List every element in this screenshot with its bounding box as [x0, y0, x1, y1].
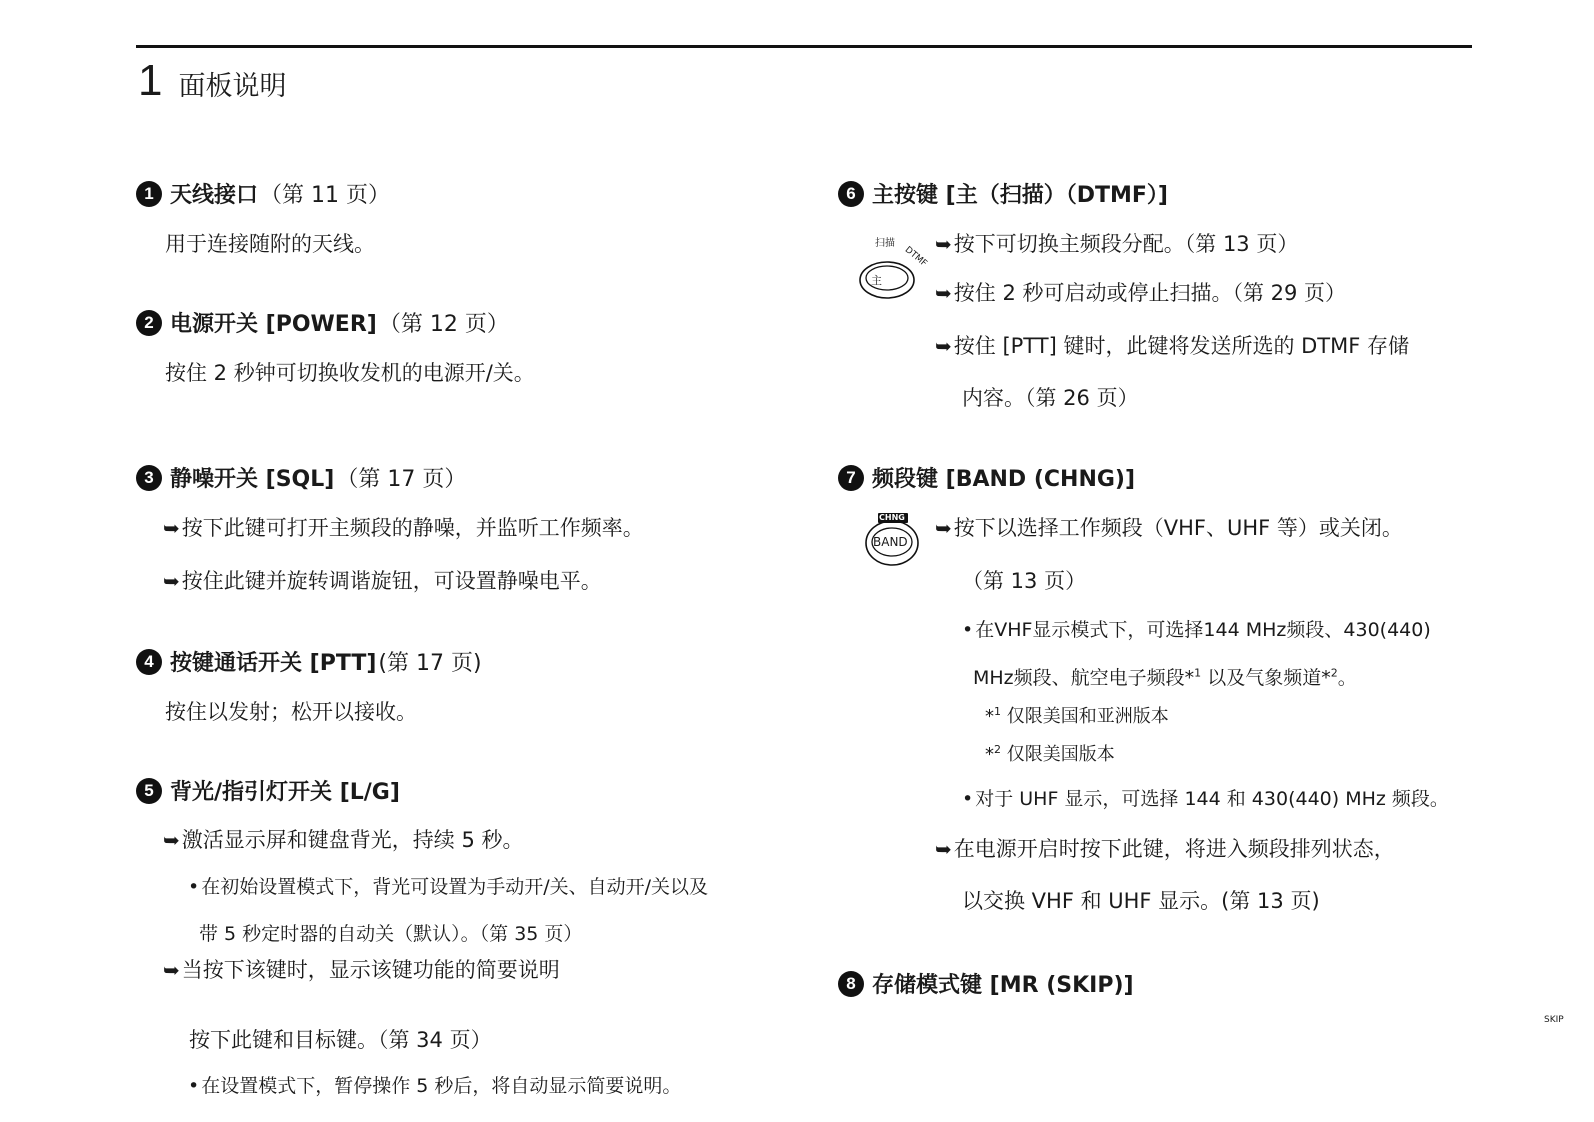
section-1-body: 用于连接随附的天线。 [165, 232, 375, 256]
footnote-2: *$^2$ 仅限美国版本 [985, 743, 1115, 765]
section-4-heading [136, 646, 482, 677]
section-4-body: 按住以发射；松开以接收。 [165, 700, 417, 724]
main-key-label: 主 [871, 274, 882, 287]
band-key-label: BAND [873, 535, 908, 549]
section-3-item-2: ➥按住此键并旋转调谐旋钮，可设置静噪电平。 [163, 569, 602, 593]
section-title: 电源开关 [POWER] [170, 312, 377, 337]
section-7-item-1: ➥按下以选择工作频段（VHF、UHF 等）或关闭。 [935, 516, 1403, 540]
footnote-1: *$^1$ 仅限美国和亚洲版本 [985, 705, 1169, 727]
arrow-icon: ➥ [935, 516, 952, 540]
section-title: 主按键 [主（扫描）（DTMF）] [872, 183, 1168, 208]
band-key-chng-label: CHNG [879, 513, 905, 522]
section-5-item-2-cont: 按下此键和目标键。（第 34 页） [189, 1028, 492, 1052]
section-6-item-1: ➥按下可切换主频段分配。（第 13 页） [935, 232, 1299, 256]
section-2-heading [136, 307, 509, 338]
section-number-badge: 2 [136, 310, 162, 336]
chapter-heading [138, 56, 286, 106]
section-1-heading [136, 178, 390, 209]
section-5-sub-1-cont: 带 5 秒定时器的自动关（默认）。（第 35 页） [199, 923, 583, 945]
section-7-item-2-cont: 以交换 VHF 和 UHF 显示。(第 13 页) [962, 889, 1320, 913]
bullet-icon: • [962, 788, 974, 810]
section-number-badge: 5 [136, 778, 162, 804]
skip-key-label: SKIP [1544, 1015, 1564, 1025]
top-rule [136, 45, 1472, 48]
band-key-icon [862, 510, 926, 570]
main-key-icon [855, 232, 935, 302]
section-title: 天线接口 [170, 183, 259, 208]
section-5-sub-2: • 在设置模式下，暂停操作 5 秒后，将自动显示简要说明。 [188, 1075, 682, 1097]
section-5-item-1: ➥激活显示屏和键盘背光，持续 5 秒。 [163, 828, 524, 852]
chapter-title: 面板说明 [178, 71, 287, 102]
arrow-icon: ➥ [163, 569, 180, 593]
page-reference: （第 17 页） [336, 467, 467, 492]
arrow-icon: ➥ [935, 281, 952, 305]
section-5-item-2: ➥当按下该键时，显示该键功能的简要说明 [163, 958, 560, 982]
bullet-icon: • [962, 619, 974, 641]
section-7-item-1-cont: （第 13 页） [962, 569, 1087, 593]
section-number-badge: 1 [136, 181, 162, 207]
page-reference: （第 12 页） [378, 312, 509, 337]
section-number-badge: 4 [136, 649, 162, 675]
section-6-item-3: ➥按住 [PTT] 键时，此键将发送所选的 DTMF 存储 [935, 334, 1409, 358]
arrow-icon: ➥ [935, 334, 952, 358]
bullet-icon: • [188, 1075, 200, 1097]
section-8-heading [838, 968, 1134, 999]
section-title: 存储模式键 [MR (SKIP)] [872, 973, 1134, 998]
section-number-badge: 6 [838, 181, 864, 207]
section-7-sub-1-cont: MHz频段、航空电子频段*$^1$ 以及气象频道*$^2$。 [973, 666, 1357, 689]
page-reference: (第 17 页) [378, 651, 482, 676]
section-6-item-2: ➥按住 2 秒可启动或停止扫描。（第 29 页） [935, 281, 1347, 305]
section-7-sub-1: • 在VHF显示模式下，可选择144 MHz频段、430(440) [962, 619, 1431, 641]
main-key-dtmf-label: DTMF [902, 245, 929, 269]
section-5-sub-1: • 在初始设置模式下，背光可设置为手动开/关、自动开/关以及 [188, 876, 709, 898]
arrow-icon: ➥ [935, 837, 952, 861]
section-7-item-2: ➥在电源开启时按下此键，将进入频段排列状态， [935, 837, 1395, 861]
main-key-scan-label: 扫描 [875, 238, 895, 249]
arrow-icon: ➥ [935, 232, 952, 256]
arrow-icon: ➥ [163, 516, 180, 540]
section-6-item-3-cont: 内容。（第 26 页） [962, 386, 1139, 410]
section-number-badge: 7 [838, 465, 864, 491]
section-title: 按键通话开关 [PTT] [170, 651, 377, 676]
section-title: 频段键 [BAND (CHNG)] [872, 467, 1136, 492]
section-2-body: 按住 2 秒钟可切换收发机的电源开/关。 [165, 361, 535, 385]
section-7-sub-2: • 对于 UHF 显示，可选择 144 和 430(440) MHz 频段。 [962, 788, 1449, 810]
section-3-heading [136, 462, 466, 493]
arrow-icon: ➥ [163, 828, 180, 852]
chapter-number: 1 [138, 56, 163, 105]
section-number-badge: 8 [838, 971, 864, 997]
page-reference: （第 11 页） [260, 183, 390, 208]
section-title: 静噪开关 [SQL] [170, 467, 335, 492]
section-number-badge: 3 [136, 465, 162, 491]
arrow-icon: ➥ [163, 958, 180, 982]
section-6-heading [838, 178, 1168, 209]
section-7-heading [838, 462, 1135, 493]
section-5-heading [136, 775, 400, 806]
section-3-item-1: ➥按下此键可打开主频段的静噪，并监听工作频率。 [163, 516, 644, 540]
bullet-icon: • [188, 876, 200, 898]
section-title: 背光/指引灯开关 [L/G] [170, 780, 400, 805]
